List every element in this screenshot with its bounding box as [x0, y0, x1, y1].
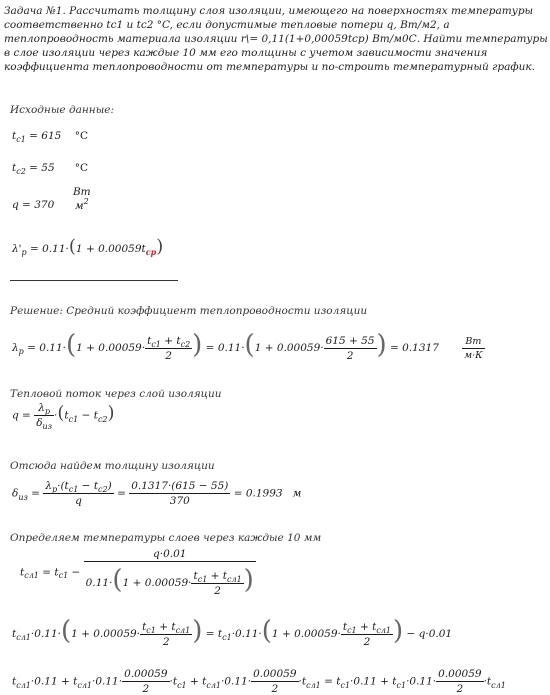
layer-temp-formula-3-partial: $t_{сл1}\cdot 0.11 + t_{сл1}\cdot 0.11\cdot$ $\frac{0.00059}{2}$ $\cdot t_{c1} + t_{сл1}\cdot 0.11\cdot$ $\frac{0.00059}{2}$ $\cdot t_{сл1} = t_{c1}\cdot 0.11 + t_{c1}\cdot 0.11\cdot$ $\frac{0.00059}{2}$ $\cdot t_{сл1}$ [12, 668, 506, 695]
lambda-average-formula: $\lambda_р = 0.11\cdot(1 + 0.00059\cdot$ $\frac{t_{c1} + t_{c2}}{2}$ ) = 0.11·(1 + 0.00059· $\frac{615 + 55}{2}$ ) = 0.1317 $\frac{Вт}{м\cdot К}$ [12, 330, 483, 362]
heat-flow-heading: Тепловой поток через слой изоляции [10, 388, 222, 400]
given-heading: Исходные данные: [10, 104, 115, 116]
given-tc2: $t_{c2} = 55$ °C [12, 162, 88, 176]
layer-temp-formula-2: $t_{сл1}\cdot 0.11\cdot(1 + 0.00059\cdot$ $\frac{t_{c1} + t_{сл1}}{2}$ ) = $t_{c1}\cdot 0.11\cdot(1 + 0.00059\cdot$ $\frac{t_{c1} + t_{сл1}}{2}$ ) − q·0.01 [12, 616, 453, 648]
thickness-heading: Отсюда найдем толщину изоляции [10, 460, 215, 472]
separator-line [10, 280, 178, 281]
heat-flow-formula: q = $\frac{\lambda_р}{\delta_{из}}$ $\cdot(t_{c1} - t_{c2})$ [12, 402, 115, 431]
solution-heading: Решение: Средний коэффициент теплопроводности изоляции [10, 305, 368, 317]
given-lambda: $\lambda'_р = 0.11\cdot(1 + 0.00059t_{ср})$ [12, 236, 164, 257]
thickness-formula: $\delta_{из}$ = $\frac{\lambda_р\cdot(t_{c1} - t_{c2})}{q}$ = $\frac{0.1317\cdot(615 - 55)}{370}$ = 0.1993 м [12, 480, 302, 507]
given-tc1: $t_{c1} = 615$ °C [12, 130, 88, 144]
given-q: q = 370 Вт $м^2$ [12, 186, 91, 212]
task-statement: Задача №1. Рассчитать толщину слоя изоляции, имеющего на поверхностях температуры соответственно tc1 и tc2 °C, если допустимые тепловые потери q, Вт/м2, а теплопроводность материала изоляции r\= 0,11(1+0,00059tср) Вт/м0С. Найти температуры в слое изоляции через каждые 10 мм его толщины с учетом зависимости значения коэффициента теплопроводности от температуры и по-строить температурный график. [4, 5, 548, 73]
layer-temp-formula-1: $t_{сл1} = t_{c1}$ − q·0.01 0.11·(1 + 0.00059· $\frac{t_{c1} + t_{сл1}}{2}$ ) [20, 548, 254, 597]
layers-heading: Определяем температуры слоев через каждые 10 мм [10, 532, 322, 544]
